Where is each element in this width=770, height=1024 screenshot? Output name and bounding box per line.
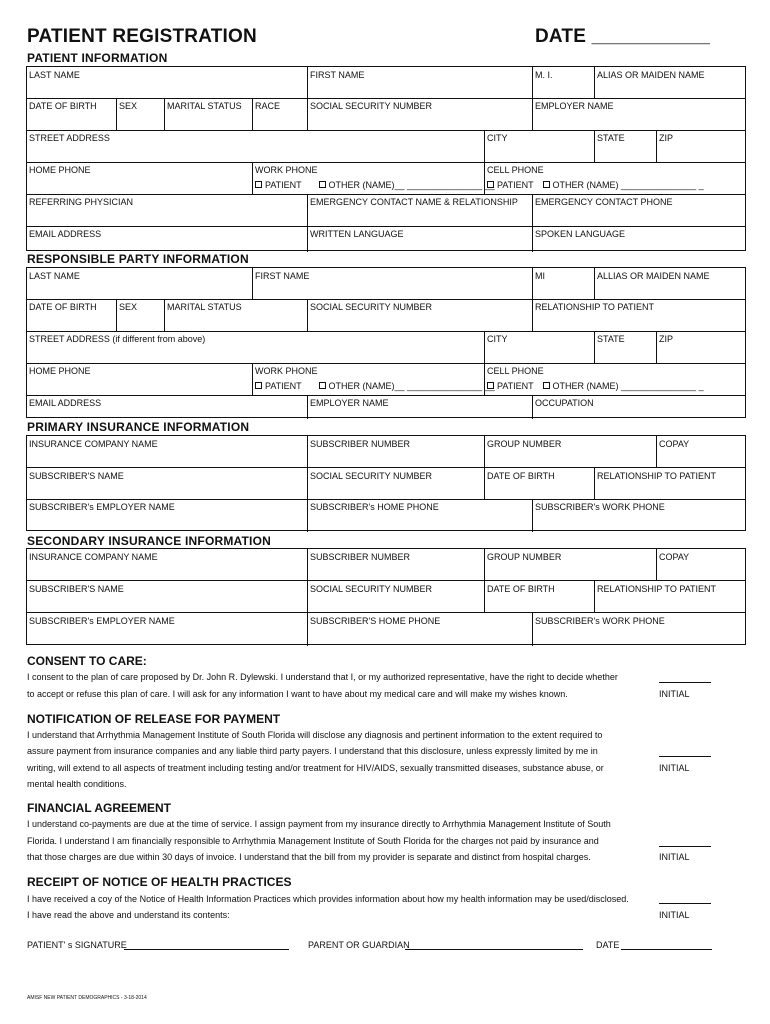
signature-date-line[interactable] <box>621 949 712 950</box>
date-header: DATE ___________ <box>535 26 711 47</box>
secondary-insurance-grid <box>26 548 746 645</box>
cell-other-checkbox[interactable] <box>543 181 550 188</box>
form-code: AMISF NEW PATIENT DEMOGRAPHICS - 3-18-2014 <box>27 995 147 1001</box>
release-line-4: mental health conditions. <box>27 779 127 789</box>
pri-sub-work-field[interactable]: SUBSCRIBER's WORK PHONE <box>535 502 665 512</box>
financial-line-1: I understand co-payments are due at the time of service. I assign payment from my insurance directly to Arrhythmia Management Institute of South <box>27 819 611 829</box>
sec-sub-home-field[interactable]: SUBSCRIBER'S HOME PHONE <box>310 616 441 626</box>
resp-first-name-field[interactable]: FIRST NAME <box>255 271 310 281</box>
resp-cell-patient-label: PATIENT <box>497 381 534 391</box>
resp-last-name-field[interactable]: LAST NAME <box>29 271 80 281</box>
work-patient-label: PATIENT <box>265 180 302 190</box>
patient-spoken-lang-field[interactable]: SPOKEN LANGUAGE <box>535 229 626 239</box>
resp-dob-field[interactable]: DATE OF BIRTH <box>29 302 97 312</box>
sec-company-field[interactable]: INSURANCE COMPANY NAME <box>29 552 158 562</box>
receipt-initial-label: INITIAL <box>659 910 690 920</box>
patient-emergency-field[interactable]: EMERGENCY CONTACT NAME & RELATIONSHIP <box>310 197 518 207</box>
consent-line-1: I consent to the plan of care proposed by Dr. John R. Dylewski. I understand that I, or my authorized representative, have the right to decide whether <box>27 672 618 682</box>
pri-copay-field[interactable]: COPAY <box>659 439 690 449</box>
patient-signature-label: PATIENT' s SIGNATURE <box>27 940 127 950</box>
patient-alias-field[interactable]: ALIAS OR MAIDEN NAME <box>597 70 705 80</box>
work-other-checkbox[interactable] <box>319 181 326 188</box>
resp-sex-field[interactable]: SEX <box>119 302 138 312</box>
patient-email-field[interactable]: EMAIL ADDRESS <box>29 229 102 239</box>
resp-occupation-field[interactable]: OCCUPATION <box>535 398 594 408</box>
receipt-initial-line[interactable] <box>659 903 711 904</box>
financial-initial-line[interactable] <box>659 846 711 847</box>
patient-ssn-field[interactable]: SOCIAL SECURITY NUMBER <box>310 101 433 111</box>
resp-work-options <box>255 381 495 391</box>
financial-heading: FINANCIAL AGREEMENT <box>27 801 171 815</box>
receipt-heading: RECEIPT OF NOTICE OF HEALTH PRACTICES <box>27 875 292 889</box>
resp-cell-phone-field[interactable]: CELL PHONE <box>487 366 544 376</box>
consent-line-2: to accept or refuse this plan of care. I will ask for any information I want to have about my medical care and will make my wishes known. <box>27 689 568 699</box>
sec-ssn-field[interactable]: SOCIAL SECURITY NUMBER <box>310 584 433 594</box>
primary-insurance-grid <box>26 435 746 531</box>
responsible-party-grid <box>26 267 746 418</box>
resp-email-field[interactable]: EMAIL ADDRESS <box>29 398 102 408</box>
resp-ssn-field[interactable]: SOCIAL SECURITY NUMBER <box>310 302 433 312</box>
patient-city-field[interactable]: CITY <box>487 133 508 143</box>
patient-signature-line[interactable] <box>124 949 289 950</box>
cell-patient-checkbox[interactable] <box>487 181 494 188</box>
consent-initial-label: INITIAL <box>659 689 690 699</box>
resp-state-field[interactable]: STATE <box>597 334 625 344</box>
resp-work-other-label: OTHER (NAME)__ _______________ __ <box>328 381 495 391</box>
pri-sub-employer-field[interactable]: SUBSCRIBER's EMPLOYER NAME <box>29 502 175 512</box>
resp-work-phone-field[interactable]: WORK PHONE <box>255 366 318 376</box>
resp-cell-other-label: OTHER (NAME) _______________ _ <box>552 381 704 391</box>
patient-street-field[interactable]: STREET ADDRESS <box>29 133 110 143</box>
resp-cell-options <box>487 381 704 391</box>
resp-home-phone-field[interactable]: HOME PHONE <box>29 366 91 376</box>
responsible-party-heading: RESPONSIBLE PARTY INFORMATION <box>27 252 249 266</box>
release-line-3: writing, will extend to all aspects of treatment including testing and/or treatment for HIV/AIDS, sexually transmitted diseases, substance abuse, or <box>27 763 604 773</box>
release-heading: NOTIFICATION OF RELEASE FOR PAYMENT <box>27 712 281 726</box>
patient-referring-field[interactable]: REFERRING PHYSICIAN <box>29 197 134 207</box>
pri-ssn-field[interactable]: SOCIAL SECURITY NUMBER <box>310 471 433 481</box>
pri-sub-home-field[interactable]: SUBSCRIBER's HOME PHONE <box>310 502 439 512</box>
receipt-line-2: I have read the above and understand its contents: <box>27 910 230 920</box>
resp-work-patient-label: PATIENT <box>265 381 302 391</box>
release-initial-line[interactable] <box>659 756 711 757</box>
release-line-2: assure payment from insurance companies and any liable third party payers. I understand that this disclosure, unless expressly limited by me in <box>27 746 598 756</box>
work-other-label: OTHER (NAME)__ _______________ __ <box>328 180 495 190</box>
resp-cell-patient-checkbox[interactable] <box>487 382 494 389</box>
guardian-label: PARENT OR GUARDIAN <box>308 940 410 950</box>
cell-other-label: OTHER (NAME) _______________ _ <box>552 180 704 190</box>
pri-dob-field[interactable]: DATE OF BIRTH <box>487 471 555 481</box>
sec-group-no-field[interactable]: GROUP NUMBER <box>487 552 562 562</box>
patient-work-options <box>255 180 495 190</box>
patient-info-heading: PATIENT INFORMATION <box>27 51 168 65</box>
resp-cell-other-checkbox[interactable] <box>543 382 550 389</box>
pri-sub-name-field[interactable]: SUBSCRIBER'S NAME <box>29 471 124 481</box>
cell-patient-label: PATIENT <box>497 180 534 190</box>
financial-line-2: Florida. I understand I am financially responsible to Arrhythmia Management Institute of South Florida for the charges not paid by insurance and <box>27 836 599 846</box>
sec-sub-work-field[interactable]: SUBSCRIBER's WORK PHONE <box>535 616 665 626</box>
patient-dob-field[interactable]: DATE OF BIRTH <box>29 101 97 111</box>
financial-line-3: that those charges are due within 30 days of invoice. I understand that the bill from my provider is separate and distinct from hospital charges. <box>27 852 591 862</box>
sec-copay-field[interactable]: COPAY <box>659 552 690 562</box>
patient-info-grid <box>26 66 746 251</box>
consent-initial-line[interactable] <box>659 682 711 683</box>
resp-relationship-field[interactable]: RELATIONSHIP TO PATIENT <box>535 302 655 312</box>
patient-mi-field[interactable]: M. I. <box>535 70 553 80</box>
resp-alias-field[interactable]: ALLIAS OR MAIDEN NAME <box>597 271 710 281</box>
sec-subscriber-no-field[interactable]: SUBSCRIBER NUMBER <box>310 552 411 562</box>
receipt-line-1: I have received a coy of the Notice of Health Information Practices which provides information about how my health information may be used/disclosed. <box>27 894 629 904</box>
financial-initial-label: INITIAL <box>659 852 690 862</box>
guardian-signature-line[interactable] <box>405 949 583 950</box>
patient-first-name-field[interactable]: FIRST NAME <box>310 70 365 80</box>
patient-marital-field[interactable]: MARITAL STATUS <box>167 101 242 111</box>
resp-street-field[interactable]: STREET ADDRESS (if different from above) <box>29 334 206 344</box>
patient-home-phone-field[interactable]: HOME PHONE <box>29 165 91 175</box>
consent-heading: CONSENT TO CARE: <box>27 654 147 668</box>
resp-marital-field[interactable]: MARITAL STATUS <box>167 302 242 312</box>
secondary-insurance-heading: SECONDARY INSURANCE INFORMATION <box>27 534 271 548</box>
sec-relationship-field[interactable]: RELATIONSHIP TO PATIENT <box>597 584 717 594</box>
page-title: PATIENT REGISTRATION <box>27 26 257 47</box>
sec-sub-name-field[interactable]: SUBSCRIBER'S NAME <box>29 584 124 594</box>
patient-written-lang-field[interactable]: WRITTEN LANGUAGE <box>310 229 404 239</box>
resp-city-field[interactable]: CITY <box>487 334 508 344</box>
pri-group-no-field[interactable]: GROUP NUMBER <box>487 439 562 449</box>
signature-date-label: DATE <box>596 940 620 950</box>
pri-company-field[interactable]: INSURANCE COMPANY NAME <box>29 439 158 449</box>
patient-race-field[interactable]: RACE <box>255 101 281 111</box>
resp-zip-field[interactable]: ZIP <box>659 334 674 344</box>
primary-insurance-heading: PRIMARY INSURANCE INFORMATION <box>27 420 250 434</box>
sec-dob-field[interactable]: DATE OF BIRTH <box>487 584 555 594</box>
resp-work-patient-checkbox[interactable] <box>255 382 262 389</box>
pri-relationship-field[interactable]: RELATIONSHIP TO PATIENT <box>597 471 717 481</box>
resp-work-other-checkbox[interactable] <box>319 382 326 389</box>
pri-subscriber-no-field[interactable]: SUBSCRIBER NUMBER <box>310 439 411 449</box>
patient-work-phone-field[interactable]: WORK PHONE <box>255 165 318 175</box>
work-patient-checkbox[interactable] <box>255 181 262 188</box>
release-line-1: I understand that Arrhythmia Management Institute of South Florida will disclose any diagnosis and pertinent information to the extent required to <box>27 730 603 740</box>
patient-zip-field[interactable]: ZIP <box>659 133 674 143</box>
resp-employer-field[interactable]: EMPLOYER NAME <box>310 398 389 408</box>
release-initial-label: INITIAL <box>659 763 690 773</box>
patient-cell-phone-field[interactable]: CELL PHONE <box>487 165 544 175</box>
patient-state-field[interactable]: STATE <box>597 133 625 143</box>
sec-sub-employer-field[interactable]: SUBSCRIBER's EMPLOYER NAME <box>29 616 175 626</box>
patient-emergency-phone-field[interactable]: EMERGENCY CONTACT PHONE <box>535 197 673 207</box>
resp-mi-field[interactable]: MI <box>535 271 545 281</box>
patient-employer-field[interactable]: EMPLOYER NAME <box>535 101 614 111</box>
patient-last-name-field[interactable]: LAST NAME <box>29 70 80 80</box>
patient-sex-field[interactable]: SEX <box>119 101 138 111</box>
patient-cell-options <box>487 180 704 190</box>
